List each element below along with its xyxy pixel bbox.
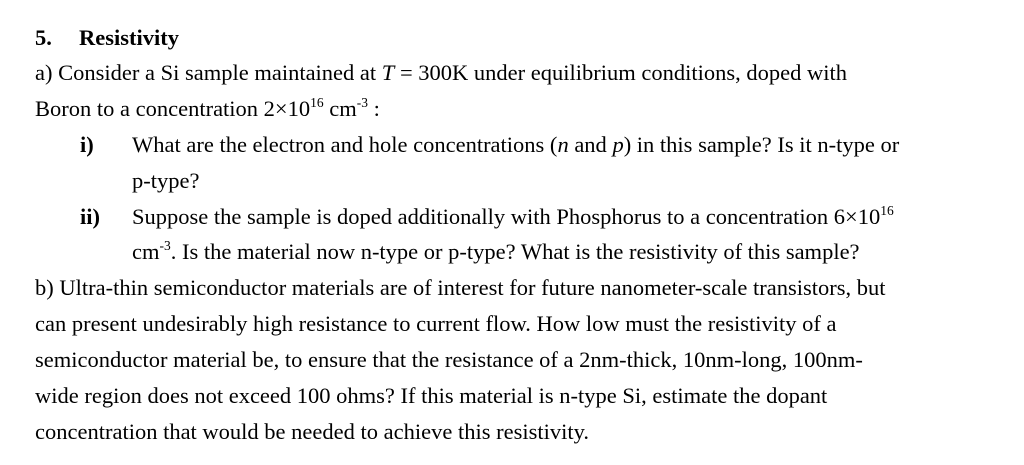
- part-b-line-1: b) Ultra-thin semiconductor materials are of interest for future nanometer-scale transistors, but: [35, 275, 886, 300]
- item-ii-text: . Is the material now n-type or p-type? What is the resistivity of this sample?: [170, 239, 860, 264]
- item-i-text: What are the electron and hole concentrations (: [132, 132, 558, 157]
- part-a-text: cm: [323, 96, 357, 121]
- item-i-text: and: [568, 132, 613, 157]
- part-a-text: a) Consider a Si sample maintained at: [35, 60, 382, 85]
- part-b-line-5: concentration that would be needed to achieve this resistivity.: [35, 419, 589, 444]
- item-ii-text: Suppose the sample is doped additionally with Phosphorus to a concentration 6×10: [132, 204, 881, 229]
- part-a-text: Boron to a concentration 2×10: [35, 96, 311, 121]
- exponent: -3: [356, 95, 368, 110]
- item-ii-text: cm: [132, 239, 160, 264]
- part-a-line-1: [35, 58, 847, 88]
- item-ii-line-1: [132, 202, 894, 232]
- item-i-line-1: [132, 130, 899, 160]
- part-b-line-2: can present undesirably high resistance to current flow. How low must the resistivity of a: [35, 311, 837, 336]
- exponent: -3: [159, 238, 171, 253]
- hole-variable: p: [612, 132, 624, 157]
- item-i-label: i): [80, 132, 94, 157]
- exponent: 16: [880, 203, 894, 218]
- part-a-text: = 300K under equilibrium conditions, doped with: [394, 60, 847, 85]
- part-b-line-4: wide region does not exceed 100 ohms? If this material is n-type Si, estimate the dopant: [35, 383, 828, 408]
- electron-variable: n: [557, 132, 569, 157]
- exponent: 16: [310, 95, 324, 110]
- section-heading: [35, 23, 179, 53]
- item-ii-label: ii): [80, 204, 100, 229]
- section-title: Resistivity: [79, 25, 179, 50]
- item-i-line-2: p-type?: [132, 168, 200, 193]
- temperature-variable: T: [381, 60, 395, 85]
- part-a-line-2: [35, 94, 380, 124]
- part-b-line-3: semiconductor material be, to ensure that the resistance of a 2nm-thick, 10nm-long, 100nm-: [35, 347, 863, 372]
- item-ii-line-2: [132, 237, 860, 267]
- part-a-text: :: [368, 96, 380, 121]
- section-number: 5.: [35, 25, 52, 50]
- item-i-text: ) in this sample? Is it n-type or: [623, 132, 900, 157]
